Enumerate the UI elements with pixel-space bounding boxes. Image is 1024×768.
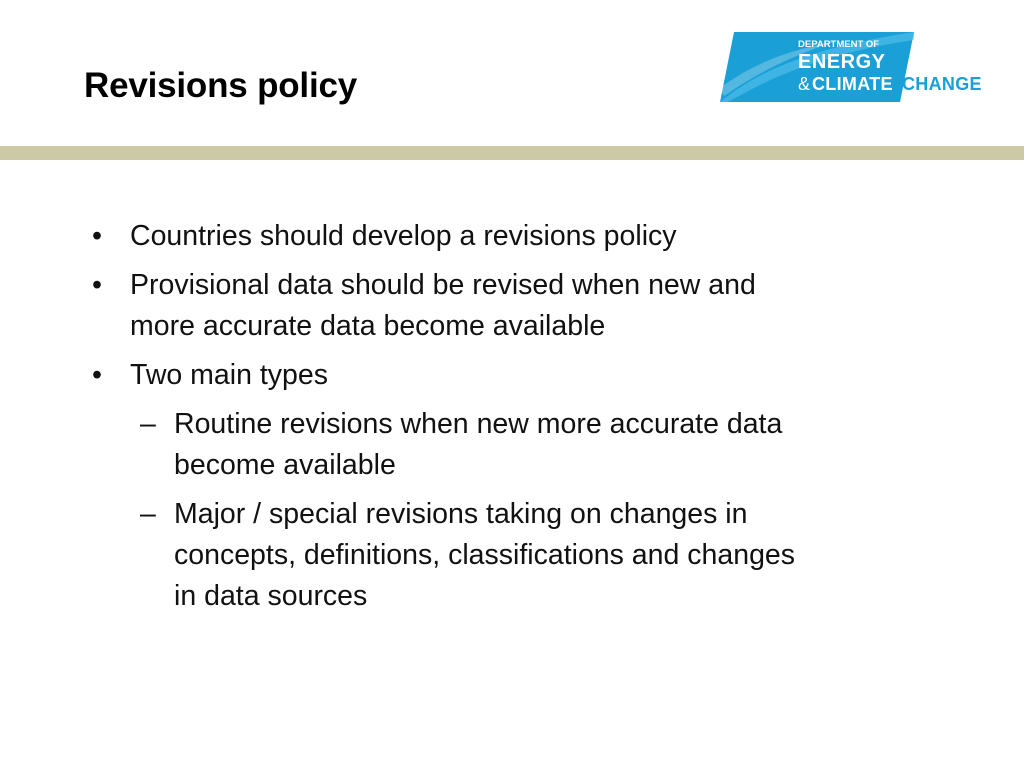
bullet-text: Two main types bbox=[130, 359, 328, 391]
bullet-text: Countries should develop a revisions policy bbox=[130, 220, 677, 252]
bullet-marker: • bbox=[92, 269, 102, 301]
sub-bullet-text: become available bbox=[174, 449, 396, 481]
sub-bullet-marker: – bbox=[140, 408, 156, 440]
sub-bullet-text: in data sources bbox=[174, 580, 368, 612]
sub-bullet-marker: – bbox=[140, 498, 156, 530]
logo-line2: ENERGY bbox=[798, 51, 886, 73]
bullet-text: more accurate data become available bbox=[130, 310, 606, 342]
bullet-text: Provisional data should be revised when new and bbox=[130, 269, 756, 301]
logo-change: CHANGE bbox=[902, 74, 982, 94]
sub-bullet-text: Major / special revisions taking on changes in bbox=[174, 498, 748, 530]
logo-climate: CLIMATE bbox=[812, 74, 893, 94]
bullet-marker: • bbox=[92, 359, 102, 391]
logo-line1: DEPARTMENT OF bbox=[798, 39, 880, 50]
sub-bullet-text: Routine revisions when new more accurate data bbox=[174, 408, 783, 440]
sub-bullet-text: concepts, definitions, classifications and changes bbox=[174, 539, 796, 571]
bullet-marker: • bbox=[92, 220, 102, 252]
logo-ampersand: & bbox=[798, 74, 811, 94]
slide-title: Revisions policy bbox=[84, 66, 358, 105]
